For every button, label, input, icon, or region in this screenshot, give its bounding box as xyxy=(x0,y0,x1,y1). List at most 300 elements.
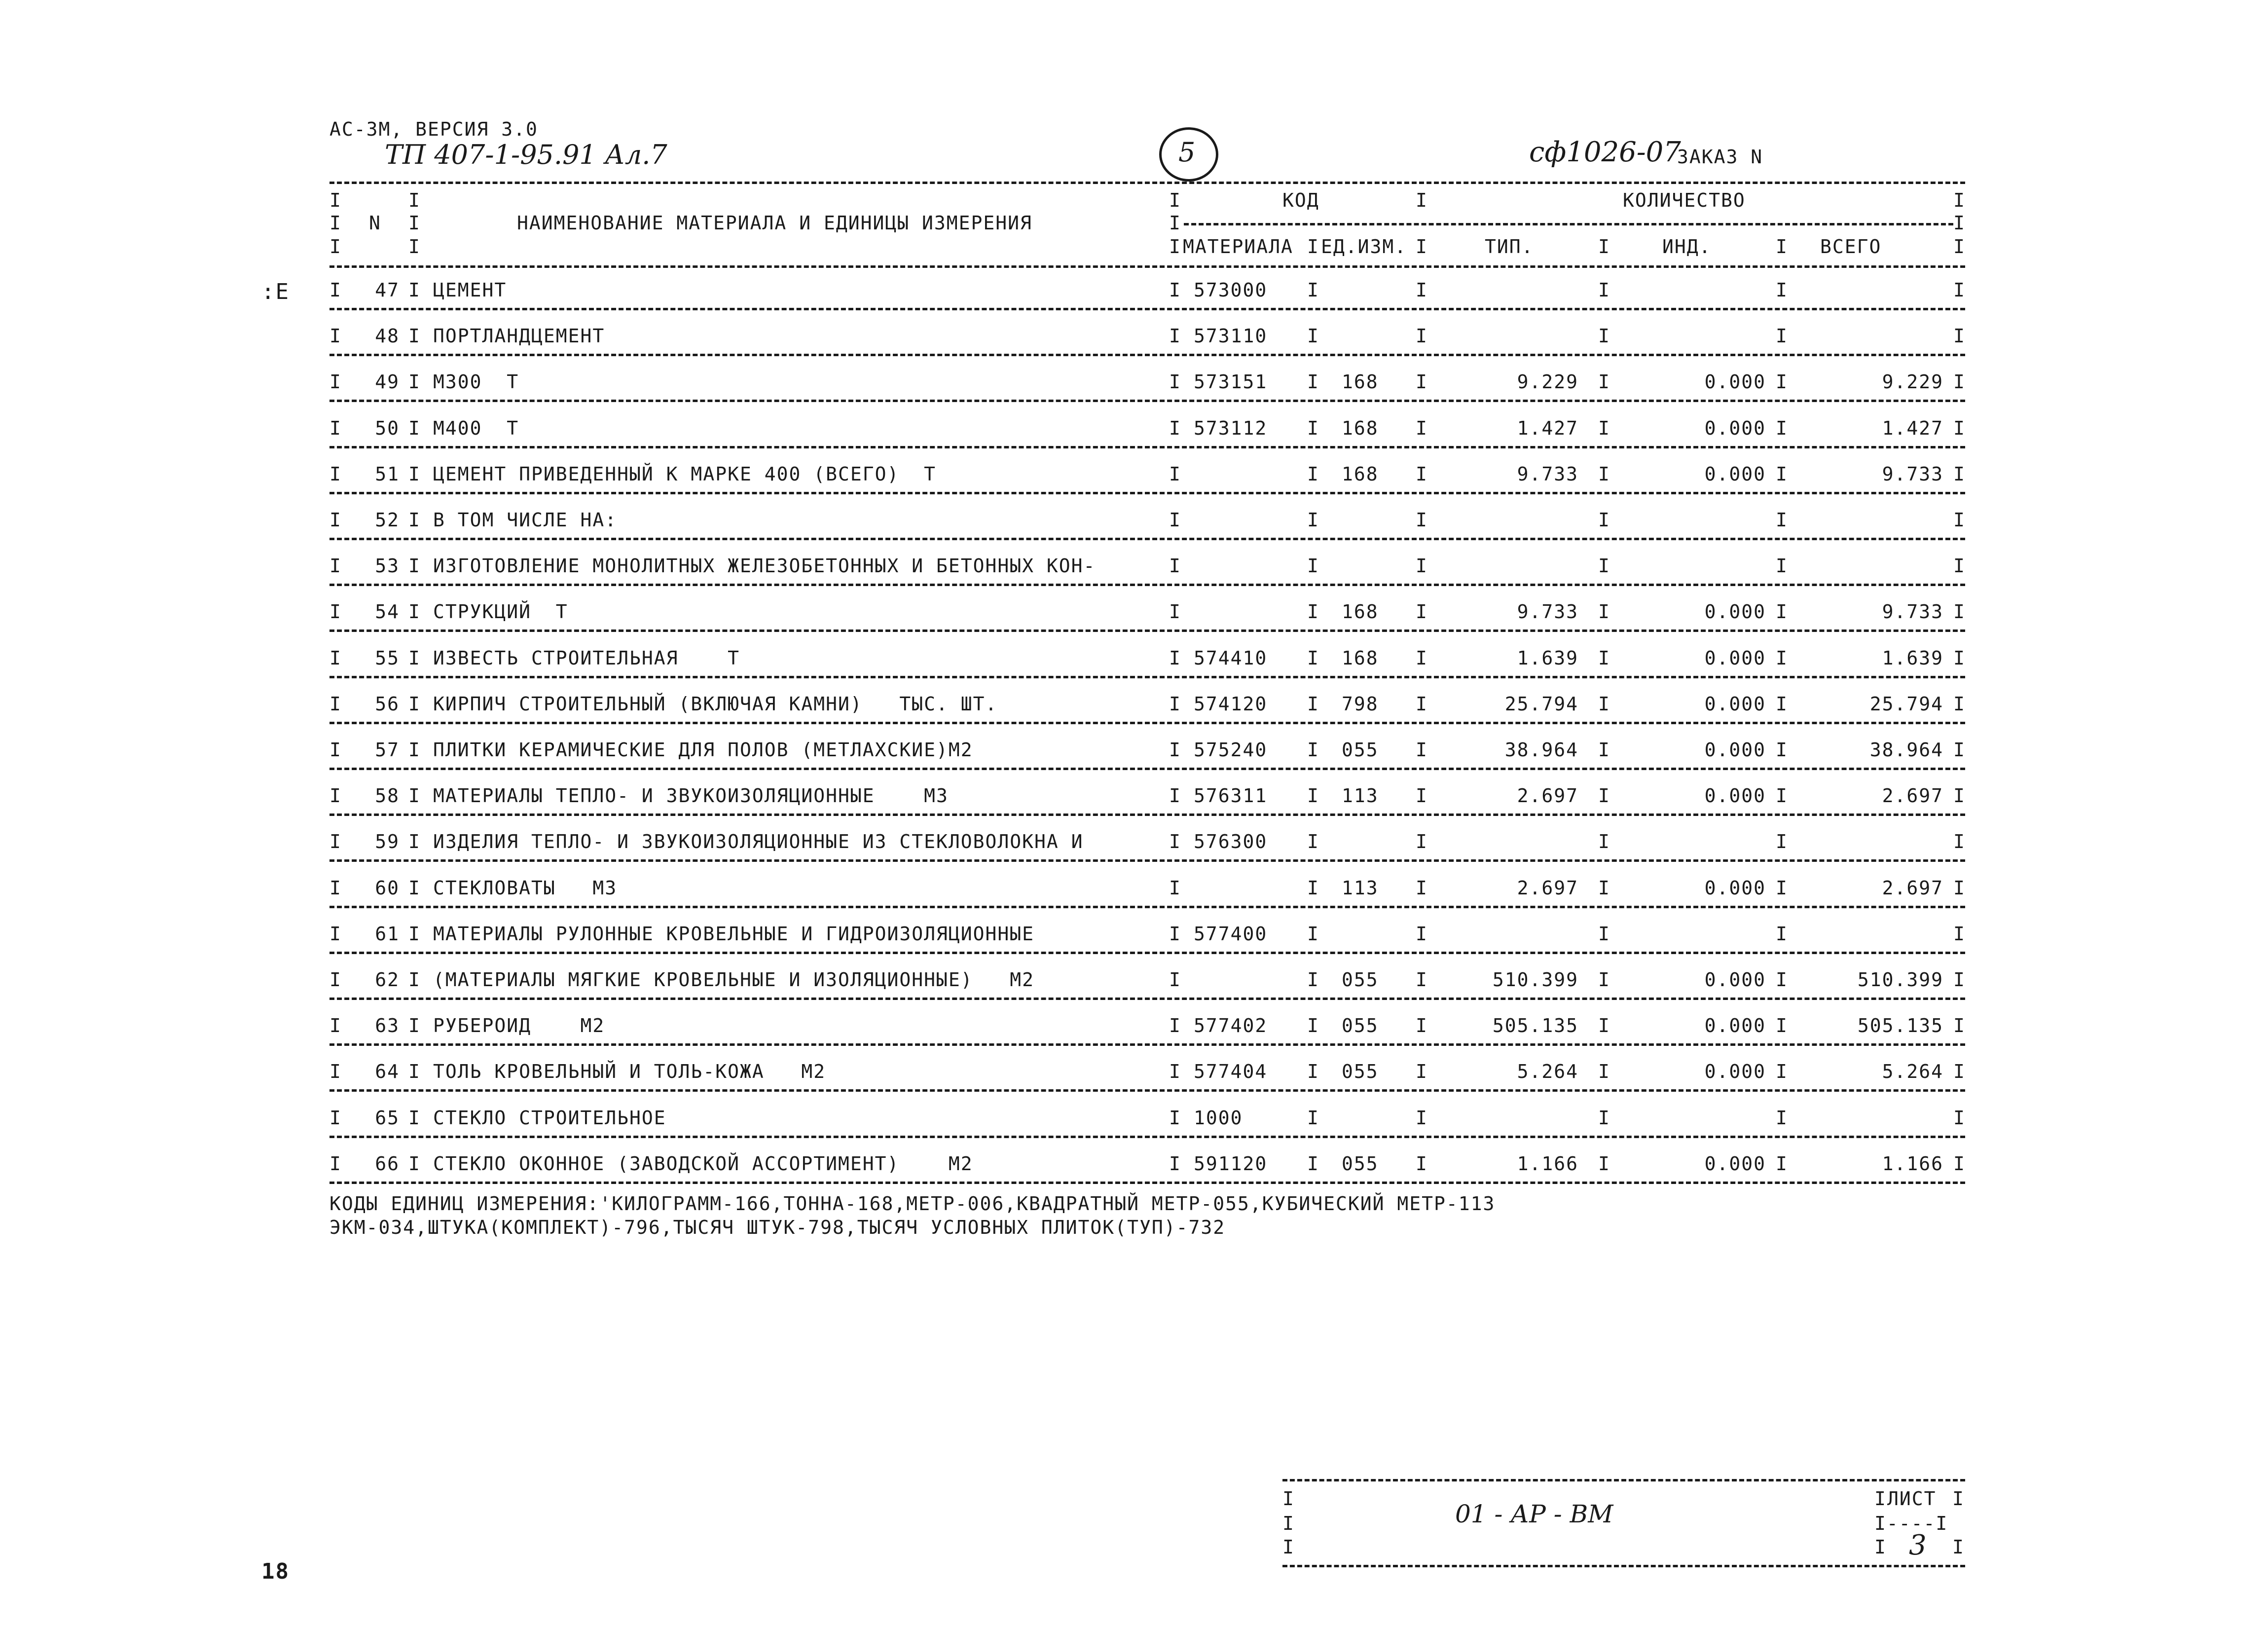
header-bottom-rule xyxy=(329,265,1965,268)
cell-n: 57 xyxy=(375,739,400,761)
row-column-bar: I xyxy=(1598,785,1610,807)
cell-n: 47 xyxy=(375,279,400,301)
header-bar-code-1: I xyxy=(1169,189,1181,211)
row-column-bar: I xyxy=(1953,647,1966,669)
row-column-bar: I xyxy=(1598,555,1610,577)
header-bar-left-2: I xyxy=(329,212,342,234)
row-column-bar: I xyxy=(1953,371,1966,393)
row-column-bar: I xyxy=(329,969,342,991)
row-column-bar: I xyxy=(329,371,342,393)
header-bar-num-2: I xyxy=(408,212,421,234)
row-column-bar: I xyxy=(1416,877,1428,899)
row-column-bar: I xyxy=(1169,1061,1181,1082)
corner-number: 18 xyxy=(261,1559,290,1584)
row-column-bar: I xyxy=(1776,693,1788,715)
cell-n: 56 xyxy=(375,693,400,715)
cell-mat: 577400 xyxy=(1194,923,1268,945)
row-column-bar: I xyxy=(1953,279,1966,301)
row-column-bar: I xyxy=(408,785,421,807)
cell-ind: 0.000 xyxy=(1704,417,1766,439)
cell-total: 1.166 xyxy=(1882,1153,1943,1175)
cell-name: ИЗВЕСТЬ СТРОИТЕЛЬНАЯ Т xyxy=(433,647,740,669)
row-column-bar: I xyxy=(1416,739,1428,761)
cell-typ: 5.264 xyxy=(1517,1061,1578,1082)
header-code-group: КОД xyxy=(1282,189,1319,211)
cell-total: 2.697 xyxy=(1882,877,1943,899)
row-column-bar: I xyxy=(408,647,421,669)
row-column-bar: I xyxy=(408,417,421,439)
row-column-bar: I xyxy=(1776,1015,1788,1036)
cell-total: 1.427 xyxy=(1882,417,1943,439)
header-qty-group: КОЛИЧЕСТВО xyxy=(1623,189,1746,211)
row-rule xyxy=(329,1136,1965,1138)
row-rule xyxy=(329,308,1965,310)
cell-total: 25.794 xyxy=(1869,693,1943,715)
cell-n: 53 xyxy=(375,555,400,577)
row-column-bar: I xyxy=(1953,1061,1966,1082)
row-column-bar: I xyxy=(1776,785,1788,807)
row-column-bar: I xyxy=(1416,1107,1428,1129)
cell-mat: 575240 xyxy=(1194,739,1268,761)
cell-name: СТЕКЛОВАТЫ М3 xyxy=(433,877,618,899)
cell-typ: 9.733 xyxy=(1517,601,1578,623)
cell-mat: 573110 xyxy=(1194,325,1268,347)
cell-name: МАТЕРИАЛЫ ТЕПЛО- И ЗВУКОИЗОЛЯЦИОННЫЕ М3 xyxy=(433,785,949,807)
row-column-bar: I xyxy=(1307,1061,1319,1082)
cell-unit: 113 xyxy=(1342,877,1379,899)
row-column-bar: I xyxy=(1776,831,1788,852)
row-column-bar: I xyxy=(408,969,421,991)
page-mark xyxy=(1159,127,1218,182)
row-column-bar: I xyxy=(1307,647,1319,669)
row-column-bar: I xyxy=(1776,1153,1788,1175)
row-column-bar: I xyxy=(408,877,421,899)
cell-mat: 577404 xyxy=(1194,1061,1268,1082)
row-column-bar: I xyxy=(1416,785,1428,807)
stamp-doc-code: 01 - АР - ВМ xyxy=(1455,1500,1613,1528)
cell-n: 61 xyxy=(375,923,400,945)
header-bar-unit-3: I xyxy=(1307,236,1319,258)
cell-name: М300 Т xyxy=(433,371,519,393)
project-code: ТП 407-1-95.91 Ал.7 xyxy=(385,139,667,170)
row-column-bar: I xyxy=(1776,279,1788,301)
cell-ind: 0.000 xyxy=(1704,1061,1766,1082)
cell-total: 9.733 xyxy=(1882,463,1943,485)
stamp-sheet-number: 3 xyxy=(1909,1529,1927,1561)
row-column-bar: I xyxy=(1776,509,1788,531)
row-column-bar: I xyxy=(1307,325,1319,347)
header-bar-qty-1: I xyxy=(1416,189,1428,211)
cell-mat: 576300 xyxy=(1194,831,1268,852)
cell-total: 9.733 xyxy=(1882,601,1943,623)
cell-name: ЦЕМЕНТ ПРИВЕДЕННЫЙ К МАРКЕ 400 (ВСЕГО) Т xyxy=(433,463,936,485)
row-column-bar: I xyxy=(329,325,342,347)
stamp-sheet-bar-l1: I xyxy=(1874,1488,1887,1510)
row-rule xyxy=(329,952,1965,954)
row-column-bar: I xyxy=(1416,555,1428,577)
cell-n: 65 xyxy=(375,1107,400,1129)
header-bar-right-2: I xyxy=(1953,212,1966,234)
row-column-bar: I xyxy=(1416,969,1428,991)
cell-total: 510.399 xyxy=(1857,969,1943,991)
row-column-bar: I xyxy=(1953,693,1966,715)
row-column-bar: I xyxy=(329,693,342,715)
cell-total: 9.229 xyxy=(1882,371,1943,393)
row-column-bar: I xyxy=(1598,1015,1610,1036)
row-column-bar: I xyxy=(1776,463,1788,485)
page-mark-number: 5 xyxy=(1178,137,1196,168)
cell-typ: 510.399 xyxy=(1492,969,1578,991)
stamp-sheet-divider: I----I xyxy=(1874,1513,1948,1534)
cell-typ: 505.135 xyxy=(1492,1015,1578,1036)
cell-unit: 168 xyxy=(1342,647,1379,669)
row-column-bar: I xyxy=(1776,923,1788,945)
row-column-bar: I xyxy=(1307,831,1319,852)
row-column-bar: I xyxy=(1776,739,1788,761)
stamp-bottom-rule xyxy=(1282,1565,1965,1567)
row-column-bar: I xyxy=(329,785,342,807)
cell-typ: 38.964 xyxy=(1504,739,1578,761)
row-rule xyxy=(329,538,1965,540)
row-column-bar: I xyxy=(1953,325,1966,347)
row-column-bar: I xyxy=(1598,831,1610,852)
cell-name: ИЗГОТОВЛЕНИЕ МОНОЛИТНЫХ ЖЕЛЕЗОБЕТОННЫХ И БЕТОННЫХ КОН- xyxy=(433,555,1096,577)
order-label: ЗАКАЗ N xyxy=(1677,146,1763,168)
cell-mat: 574120 xyxy=(1194,693,1268,715)
row-column-bar: I xyxy=(1776,877,1788,899)
cell-name: ЦЕМЕНТ xyxy=(433,279,507,301)
cell-ind: 0.000 xyxy=(1704,1015,1766,1036)
program-version: АС-ЗМ, ВЕРСИЯ 3.0 xyxy=(329,118,538,140)
row-column-bar: I xyxy=(1307,601,1319,623)
cell-ind: 0.000 xyxy=(1704,739,1766,761)
table-top-rule xyxy=(329,182,1965,184)
row-rule xyxy=(329,1089,1965,1092)
row-column-bar: I xyxy=(1953,1015,1966,1036)
row-column-bar: I xyxy=(1307,785,1319,807)
row-column-bar: I xyxy=(329,739,342,761)
cell-unit: 055 xyxy=(1342,1015,1379,1036)
row-column-bar: I xyxy=(1169,509,1181,531)
cell-typ: 1.639 xyxy=(1517,647,1578,669)
row-column-bar: I xyxy=(1307,463,1319,485)
row-column-bar: I xyxy=(1169,693,1181,715)
row-column-bar: I xyxy=(1598,1061,1610,1082)
row-column-bar: I xyxy=(1953,1153,1966,1175)
row-column-bar: I xyxy=(1776,969,1788,991)
row-column-bar: I xyxy=(329,601,342,623)
row-column-bar: I xyxy=(1307,923,1319,945)
row-column-bar: I xyxy=(1776,371,1788,393)
row-column-bar: I xyxy=(1598,1153,1610,1175)
row-column-bar: I xyxy=(1307,555,1319,577)
cell-name: КИРПИЧ СТРОИТЕЛЬНЫЙ (ВКЛЮЧАЯ КАМНИ) ТЫС. ШТ. xyxy=(433,693,998,715)
row-rule xyxy=(329,768,1965,770)
row-column-bar: I xyxy=(1169,1107,1181,1129)
cell-name: РУБЕРОИД М2 xyxy=(433,1015,605,1036)
row-column-bar: I xyxy=(1953,969,1966,991)
row-column-bar: I xyxy=(1598,601,1610,623)
row-column-bar: I xyxy=(1169,647,1181,669)
cell-total: 5.264 xyxy=(1882,1061,1943,1082)
cell-total: 1.639 xyxy=(1882,647,1943,669)
cell-total: 2.697 xyxy=(1882,785,1943,807)
cell-ind: 0.000 xyxy=(1704,463,1766,485)
row-column-bar: I xyxy=(329,923,342,945)
row-column-bar: I xyxy=(329,1107,342,1129)
row-column-bar: I xyxy=(1416,371,1428,393)
row-column-bar: I xyxy=(1416,325,1428,347)
row-column-bar: I xyxy=(1416,693,1428,715)
row-column-bar: I xyxy=(408,1107,421,1129)
header-bar-num-3: I xyxy=(408,236,421,258)
row-column-bar: I xyxy=(408,1015,421,1036)
row-column-bar: I xyxy=(1307,1015,1319,1036)
cell-mat: 576311 xyxy=(1194,785,1268,807)
cell-mat: 573000 xyxy=(1194,279,1268,301)
cell-unit: 168 xyxy=(1342,601,1379,623)
row-column-bar: I xyxy=(1169,417,1181,439)
row-column-bar: I xyxy=(1598,463,1610,485)
row-column-bar: I xyxy=(329,647,342,669)
row-column-bar: I xyxy=(1776,1107,1788,1129)
row-rule xyxy=(329,722,1965,724)
row-rule xyxy=(329,1182,1965,1184)
row-column-bar: I xyxy=(1169,1153,1181,1175)
row-column-bar: I xyxy=(408,693,421,715)
row-column-bar: I xyxy=(1598,279,1610,301)
row-column-bar: I xyxy=(1307,417,1319,439)
header-mid-rule xyxy=(1184,223,1953,225)
row-column-bar: I xyxy=(1169,785,1181,807)
row-column-bar: I xyxy=(1416,831,1428,852)
row-column-bar: I xyxy=(408,463,421,485)
cell-name: МАТЕРИАЛЫ РУЛОННЫЕ КРОВЕЛЬНЫЕ И ГИДРОИЗОЛЯЦИОННЫЕ xyxy=(433,923,1035,945)
row-column-bar: I xyxy=(1776,417,1788,439)
row-column-bar: I xyxy=(329,509,342,531)
cell-typ: 25.794 xyxy=(1504,693,1578,715)
header-code-material: МАТЕРИАЛА xyxy=(1183,236,1293,258)
row-column-bar: I xyxy=(1307,279,1319,301)
cell-name: (МАТЕРИАЛЫ МЯГКИЕ КРОВЕЛЬНЫЕ И ИЗОЛЯЦИОННЫЕ) М2 xyxy=(433,969,1035,991)
header-bar-qty-3: I xyxy=(1416,236,1428,258)
row-column-bar: I xyxy=(408,371,421,393)
row-column-bar: I xyxy=(1416,417,1428,439)
cell-n: 52 xyxy=(375,509,400,531)
header-qty-ind: ИНД. xyxy=(1662,236,1712,258)
row-column-bar: I xyxy=(1416,463,1428,485)
cell-n: 64 xyxy=(375,1061,400,1082)
row-column-bar: I xyxy=(1169,923,1181,945)
stamp-bar-2: I xyxy=(1282,1513,1295,1534)
row-column-bar: I xyxy=(1598,509,1610,531)
row-column-bar: I xyxy=(1416,1061,1428,1082)
row-column-bar: I xyxy=(1416,509,1428,531)
row-column-bar: I xyxy=(1598,923,1610,945)
cell-name: В ТОМ ЧИСЛЕ НА: xyxy=(433,509,618,531)
row-column-bar: I xyxy=(1416,647,1428,669)
row-column-bar: I xyxy=(1416,1153,1428,1175)
header-qty-typ: ТИП. xyxy=(1485,236,1534,258)
row-column-bar: I xyxy=(1307,693,1319,715)
header-bar-right-1: I xyxy=(1953,189,1966,211)
cell-name: СТЕКЛО ОКОННОЕ (ЗАВОДСКОЙ АССОРТИМЕНТ) М2 xyxy=(433,1153,973,1175)
header-bar-ind-3: I xyxy=(1598,236,1610,258)
row-column-bar: I xyxy=(1169,325,1181,347)
cell-name: ПОРТЛАНДЦЕМЕНТ xyxy=(433,325,605,347)
cell-ind: 0.000 xyxy=(1704,877,1766,899)
header-bar-code-3: I xyxy=(1169,236,1181,258)
cell-unit: 168 xyxy=(1342,371,1379,393)
row-column-bar: I xyxy=(1598,417,1610,439)
row-column-bar: I xyxy=(1953,1107,1966,1129)
cell-unit: 055 xyxy=(1342,969,1379,991)
row-column-bar: I xyxy=(1598,693,1610,715)
row-column-bar: I xyxy=(1416,601,1428,623)
row-column-bar: I xyxy=(408,1061,421,1082)
header-bar-left-1: I xyxy=(329,189,342,211)
row-column-bar: I xyxy=(329,463,342,485)
cell-typ: 2.697 xyxy=(1517,785,1578,807)
header-bar-left-3: I xyxy=(329,236,342,258)
row-column-bar: I xyxy=(1598,877,1610,899)
row-rule xyxy=(329,998,1965,1000)
row-column-bar: I xyxy=(1169,279,1181,301)
row-column-bar: I xyxy=(1169,601,1181,623)
row-column-bar: I xyxy=(1953,601,1966,623)
cell-ind: 0.000 xyxy=(1704,371,1766,393)
cell-ind: 0.000 xyxy=(1704,785,1766,807)
stamp-top-rule xyxy=(1282,1479,1965,1481)
header-bar-total-3: I xyxy=(1776,236,1788,258)
row-column-bar: I xyxy=(1953,417,1966,439)
row-column-bar: I xyxy=(1416,923,1428,945)
cell-n: 48 xyxy=(375,325,400,347)
row-column-bar: I xyxy=(1169,463,1181,485)
row-rule xyxy=(329,813,1965,816)
row-column-bar: I xyxy=(1307,877,1319,899)
cell-unit: 055 xyxy=(1342,739,1379,761)
row-column-bar: I xyxy=(1307,371,1319,393)
row-column-bar: I xyxy=(1416,1015,1428,1036)
row-column-bar: I xyxy=(1598,739,1610,761)
cell-total: 38.964 xyxy=(1869,739,1943,761)
row-column-bar: I xyxy=(329,555,342,577)
row-rule xyxy=(329,492,1965,494)
cell-typ: 2.697 xyxy=(1517,877,1578,899)
row-column-bar: I xyxy=(1169,371,1181,393)
row-column-bar: I xyxy=(1307,1153,1319,1175)
cell-name: СТРУКЦИЙ Т xyxy=(433,601,568,623)
row-column-bar: I xyxy=(1307,969,1319,991)
header-name: НАИМЕНОВАНИЕ МАТЕРИАЛА И ЕДИНИЦЫ ИЗМЕРЕНИЯ xyxy=(517,212,1032,234)
cell-ind: 0.000 xyxy=(1704,693,1766,715)
cell-n: 58 xyxy=(375,785,400,807)
row-rule xyxy=(329,354,1965,356)
row-column-bar: I xyxy=(1776,325,1788,347)
row-column-bar: I xyxy=(1776,601,1788,623)
cell-unit: 113 xyxy=(1342,785,1379,807)
footnote-line-2: ЭКМ-034,ШТУКА(КОМПЛЕКТ)-796,ТЫСЯЧ ШТУК-798,ТЫСЯЧ УСЛОВНЫХ ПЛИТОК(ТУП)-732 xyxy=(329,1217,1226,1238)
cell-n: 66 xyxy=(375,1153,400,1175)
cell-total: 505.135 xyxy=(1857,1015,1943,1036)
row-column-bar: I xyxy=(329,831,342,852)
row-column-bar: I xyxy=(1307,1107,1319,1129)
row-column-bar: I xyxy=(329,279,342,301)
cell-unit: 168 xyxy=(1342,463,1379,485)
row-column-bar: I xyxy=(1776,555,1788,577)
row-column-bar: I xyxy=(1307,509,1319,531)
cell-ind: 0.000 xyxy=(1704,1153,1766,1175)
row-column-bar: I xyxy=(1953,877,1966,899)
cell-mat: 573112 xyxy=(1194,417,1268,439)
row-rule xyxy=(329,400,1965,402)
cell-mat: 573151 xyxy=(1194,371,1268,393)
cell-name: СТЕКЛО СТРОИТЕЛЬНОЕ xyxy=(433,1107,666,1129)
order-number: сф1026-07 xyxy=(1529,136,1681,168)
row-column-bar: I xyxy=(1953,785,1966,807)
row-rule xyxy=(329,584,1965,586)
row-column-bar: I xyxy=(1598,325,1610,347)
row-column-bar: I xyxy=(408,555,421,577)
cell-unit: 055 xyxy=(1342,1153,1379,1175)
row-column-bar: I xyxy=(408,923,421,945)
row-column-bar: I xyxy=(408,739,421,761)
stamp-sheet-bar-l3: I xyxy=(1874,1536,1887,1558)
cell-mat: 577402 xyxy=(1194,1015,1268,1036)
row-column-bar: I xyxy=(408,509,421,531)
row-rule xyxy=(329,629,1965,632)
cell-n: 51 xyxy=(375,463,400,485)
row-column-bar: I xyxy=(1953,923,1966,945)
row-column-bar: I xyxy=(1598,969,1610,991)
row-column-bar: I xyxy=(1953,509,1966,531)
row-column-bar: I xyxy=(1953,831,1966,852)
cell-ind: 0.000 xyxy=(1704,647,1766,669)
cell-mat: 591120 xyxy=(1194,1153,1268,1175)
cell-typ: 1.427 xyxy=(1517,417,1578,439)
cell-n: 50 xyxy=(375,417,400,439)
cell-unit: 168 xyxy=(1342,417,1379,439)
row-rule xyxy=(329,676,1965,678)
cell-ind: 0.000 xyxy=(1704,601,1766,623)
row-column-bar: I xyxy=(1169,831,1181,852)
cell-typ: 9.733 xyxy=(1517,463,1578,485)
cell-n: 54 xyxy=(375,601,400,623)
row-column-bar: I xyxy=(1776,647,1788,669)
row-column-bar: I xyxy=(329,1061,342,1082)
row-column-bar: I xyxy=(1169,555,1181,577)
stamp-sheet-bar-r1: I xyxy=(1952,1488,1965,1510)
row-column-bar: I xyxy=(329,1153,342,1175)
row-column-bar: I xyxy=(1598,647,1610,669)
cell-name: ТОЛЬ КРОВЕЛЬНЫЙ И ТОЛЬ-КОЖА М2 xyxy=(433,1061,826,1082)
row-column-bar: I xyxy=(329,417,342,439)
row-column-bar: I xyxy=(408,1153,421,1175)
cell-name: М400 Т xyxy=(433,417,519,439)
row-rule xyxy=(329,446,1965,448)
header-bar-right-3: I xyxy=(1953,236,1966,258)
row-column-bar: I xyxy=(1776,1061,1788,1082)
cell-unit: 798 xyxy=(1342,693,1379,715)
row-column-bar: I xyxy=(408,601,421,623)
row-rule xyxy=(329,859,1965,862)
row-column-bar: I xyxy=(408,831,421,852)
cell-ind: 0.000 xyxy=(1704,969,1766,991)
cell-n: 59 xyxy=(375,831,400,852)
cell-mat: 574410 xyxy=(1194,647,1268,669)
row-column-bar: I xyxy=(1598,1107,1610,1129)
